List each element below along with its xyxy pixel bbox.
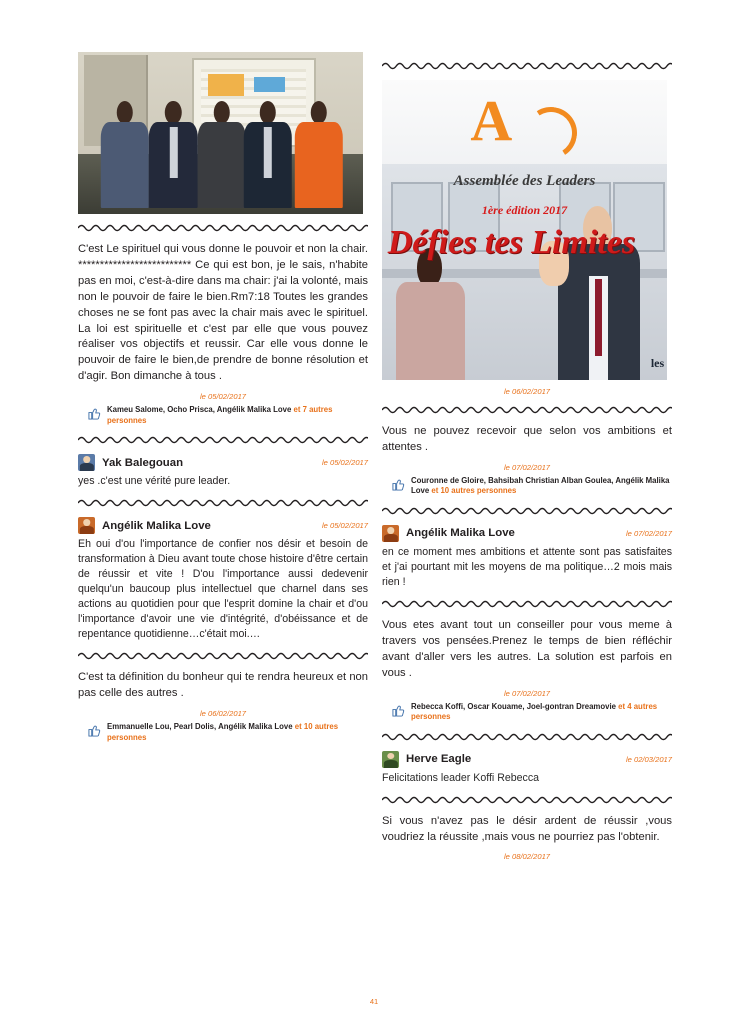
likes-names: Emmanuelle Lou, Pearl Dolis, Angélik Malika Love: [107, 722, 293, 732]
photo-person-1: [101, 101, 149, 208]
page-number: 41: [369, 997, 379, 1006]
poster-edition: 1ère édition 2017: [481, 203, 568, 217]
comment-text: yes .c'est une vérité pure leader.: [78, 475, 231, 488]
comment-text: Eh oui d'ou l'importance de confier nos désir et besoin de transformation à Dieu avant toute chose histoire d'être certain de réussir et vite ! D'ou l'importance aussi dedevenir quelqu'un baucoup plus intellectuel que charnel dans ses actions au quotidien pour que l'esprit domine la chair et d'ou l'importance d'avoir une vie d'intégrité, d'obéissance et de repentance quotidienne…c'était moi.…: [78, 538, 368, 641]
post-text: Si vous n'avez pas le désir ardent de réussir ,vous voudriez la réussite ,mais vous ne pourriez pas l'obtenir.: [382, 814, 672, 843]
poster-logo-letter: A: [470, 88, 513, 153]
comment-header: [78, 454, 368, 471]
divider-squiggle: [78, 435, 368, 445]
photo-board-chart-orange: [208, 74, 244, 96]
likes-row: [88, 405, 368, 426]
divider-squiggle: [78, 498, 368, 508]
left-column: [78, 52, 368, 745]
post-date: le 08/02/2017: [503, 852, 551, 862]
poster-corner-label: les: [650, 356, 665, 370]
likes-names: Rebecca Koffi, Oscar Kouame, Joel-gontran Dreamovie: [411, 701, 616, 711]
group-photo-image: [78, 52, 363, 214]
likes-more: et 7 autres personnes: [107, 405, 333, 425]
likes-text: [411, 702, 672, 723]
divider-squiggle: [382, 795, 672, 805]
poster-image: [382, 80, 667, 380]
thumbs-up-icon: [392, 704, 405, 717]
post-text: Vous etes avant tout un conseiller pour vous meme à travers vos pensées.Prenez le temps de bien réfléchir avant d'aller vers les autres. La solution est parfois en vous .: [382, 618, 672, 679]
comment-author: Angélik Malika Love: [102, 519, 211, 532]
comment-date: le 02/03/2017: [625, 754, 672, 764]
comment-header: [382, 751, 672, 768]
likes-more: et 10 autres personnes: [429, 486, 517, 496]
comment-date: le 05/02/2017: [321, 458, 368, 468]
post-date: le 07/02/2017: [503, 688, 551, 698]
photo-board-chart-blue: [254, 77, 285, 92]
comment-item: [382, 525, 672, 590]
comment-author: Angélik Malika Love: [406, 527, 515, 540]
comment-author: Yak Balegouan: [102, 456, 184, 469]
photo-person-3: [198, 101, 246, 208]
post-text: Vous ne pouvez recevoir que selon vos ambitions et attentes .: [382, 425, 672, 453]
divider-squiggle: [78, 651, 368, 661]
likes-names: Couronne de Gloire, Bahsibah Christian Alban Goulea, Angélik Malika Love: [411, 475, 670, 496]
poster-slogan: Défies tes Limites: [387, 224, 636, 261]
likes-more: et 10 autres personnes: [107, 722, 339, 742]
comment-text: en ce moment mes ambitions et attente sont pas satisfaites et j'ai pourtant mit les moyens de ma politique…2 mois mais rien !: [382, 545, 672, 588]
photo-person-5: [295, 101, 343, 208]
poster-title: Assemblée des Leaders: [453, 173, 596, 189]
comment-header: [382, 525, 672, 542]
avatar: [78, 517, 95, 534]
post-date: le 05/02/2017: [199, 392, 247, 402]
avatar: [382, 751, 399, 768]
avatar: [78, 454, 95, 471]
likes-names: Kameu Salome, Ocho Prisca, Angélik Malika Love: [107, 405, 292, 415]
comment-header: [78, 517, 368, 534]
thumbs-up-icon: [392, 478, 405, 491]
likes-row: [392, 702, 672, 723]
poster-date: le 06/02/2017: [503, 387, 551, 396]
post-date: le 06/02/2017: [199, 709, 247, 719]
likes-text: [411, 476, 672, 497]
likes-text: [107, 405, 368, 426]
post-date: le 07/02/2017: [503, 462, 551, 472]
thumbs-up-icon: [88, 407, 101, 420]
comment-date: le 07/02/2017: [625, 528, 672, 538]
divider-squiggle: [382, 506, 672, 516]
right-column: [382, 52, 672, 865]
avatar: [382, 525, 399, 542]
comment-item: [78, 454, 368, 489]
post-text: C'est Le spirituel qui vous donne le pouvoir et non la chair. ************************** Ce qui est bon, je le sais, n'habite pas en moi, c'est-à-dire dans ma chair: j'ai la volonté, mais non le pouvoir de faire le bien.Rm7:18 Toutes les grandes choses ne se font pas avec la chair mais avec le spirituel. La loi est spirituelle et c'est par elle que vous pouvez réaliser vos objectifs et reussir. Car elle vous donne le pouvoir de faire le bien,de prendre de bonne résolution et d'agir. Bon dimanche à tous .: [78, 243, 368, 383]
likes-more: et 4 autres personnes: [411, 701, 658, 722]
photo-person-4: [243, 101, 291, 208]
likes-row: [88, 722, 368, 743]
divider-squiggle: [382, 599, 672, 609]
divider-squiggle: [78, 223, 368, 233]
likes-text: [107, 722, 368, 743]
likes-row: [392, 476, 672, 497]
divider-squiggle: [382, 405, 672, 415]
comment-date: le 05/02/2017: [321, 521, 368, 531]
comment-item: [78, 517, 368, 642]
comment-item: [382, 751, 672, 786]
thumbs-up-icon: [88, 724, 101, 737]
comment-text: Felicitations leader Koffi Rebecca: [382, 771, 540, 784]
divider-squiggle: [382, 61, 672, 71]
divider-squiggle: [382, 732, 672, 742]
comment-author: Herve Eagle: [406, 753, 472, 766]
post-text: C'est ta définition du bonheur qui te rendra heureux et non pas celle des autres .: [78, 671, 368, 700]
poster-woman: [388, 248, 474, 380]
photo-person-2: [149, 101, 197, 208]
